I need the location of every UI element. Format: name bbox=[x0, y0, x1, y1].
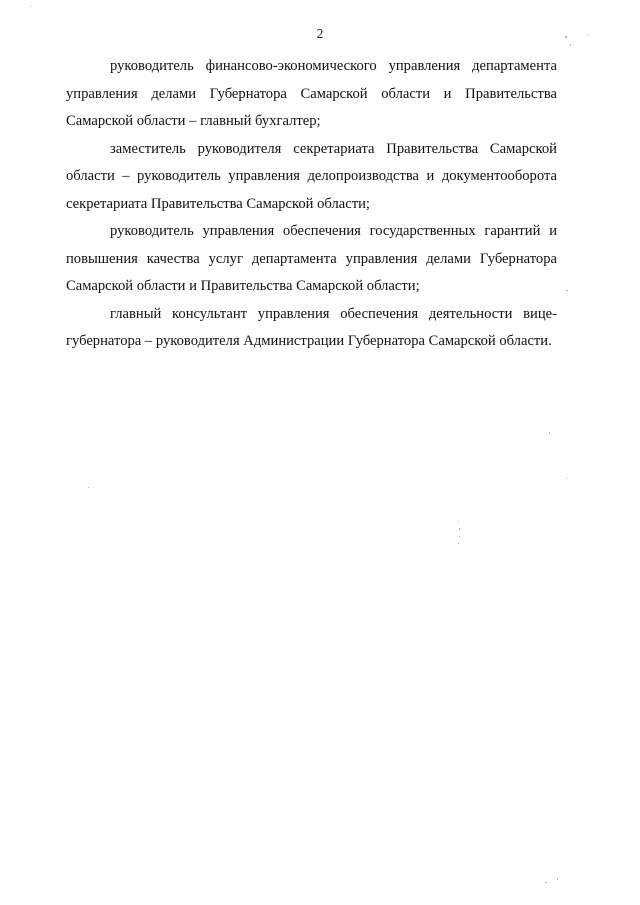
scan-speck bbox=[566, 478, 567, 479]
scan-speck bbox=[459, 536, 460, 537]
scan-speck bbox=[459, 528, 460, 530]
scan-speck bbox=[88, 487, 89, 488]
scan-speck bbox=[557, 878, 558, 880]
scan-speck bbox=[549, 432, 550, 434]
scan-speck bbox=[570, 44, 571, 46]
scan-speck bbox=[565, 36, 567, 38]
paragraph-guarantees-manager: руководитель управления обеспечения государственных гарантий и повышения качества услуг департамента управления делами Губернатора Самарской области и Правительства Самарской области; bbox=[66, 223, 557, 294]
scan-speck bbox=[458, 521, 459, 522]
page-number: 2 bbox=[316, 26, 324, 41]
scan-speck bbox=[30, 6, 31, 7]
paragraph-financial-manager: руководитель финансово-экономического управления департамента управления делами Губернатора Самарской области и Правительства Самарской области – главный бухгалтер; bbox=[66, 58, 557, 129]
scan-speck bbox=[588, 34, 589, 35]
scan-speck bbox=[566, 290, 568, 291]
scan-speck bbox=[458, 543, 459, 544]
paragraph-chief-consultant: главный консультант управления обеспечения деятельности вице-губернатора – руководителя Администрации Губернатора Самарской области. bbox=[66, 305, 557, 349]
document-body bbox=[66, 53, 557, 356]
paragraph-deputy-secretariat-head: заместитель руководителя секретариата Правительства Самарской области – руководитель управления делопроизводства и документооборота секретариата Правительства Самарской области; bbox=[66, 140, 557, 212]
scan-speck bbox=[545, 882, 547, 883]
